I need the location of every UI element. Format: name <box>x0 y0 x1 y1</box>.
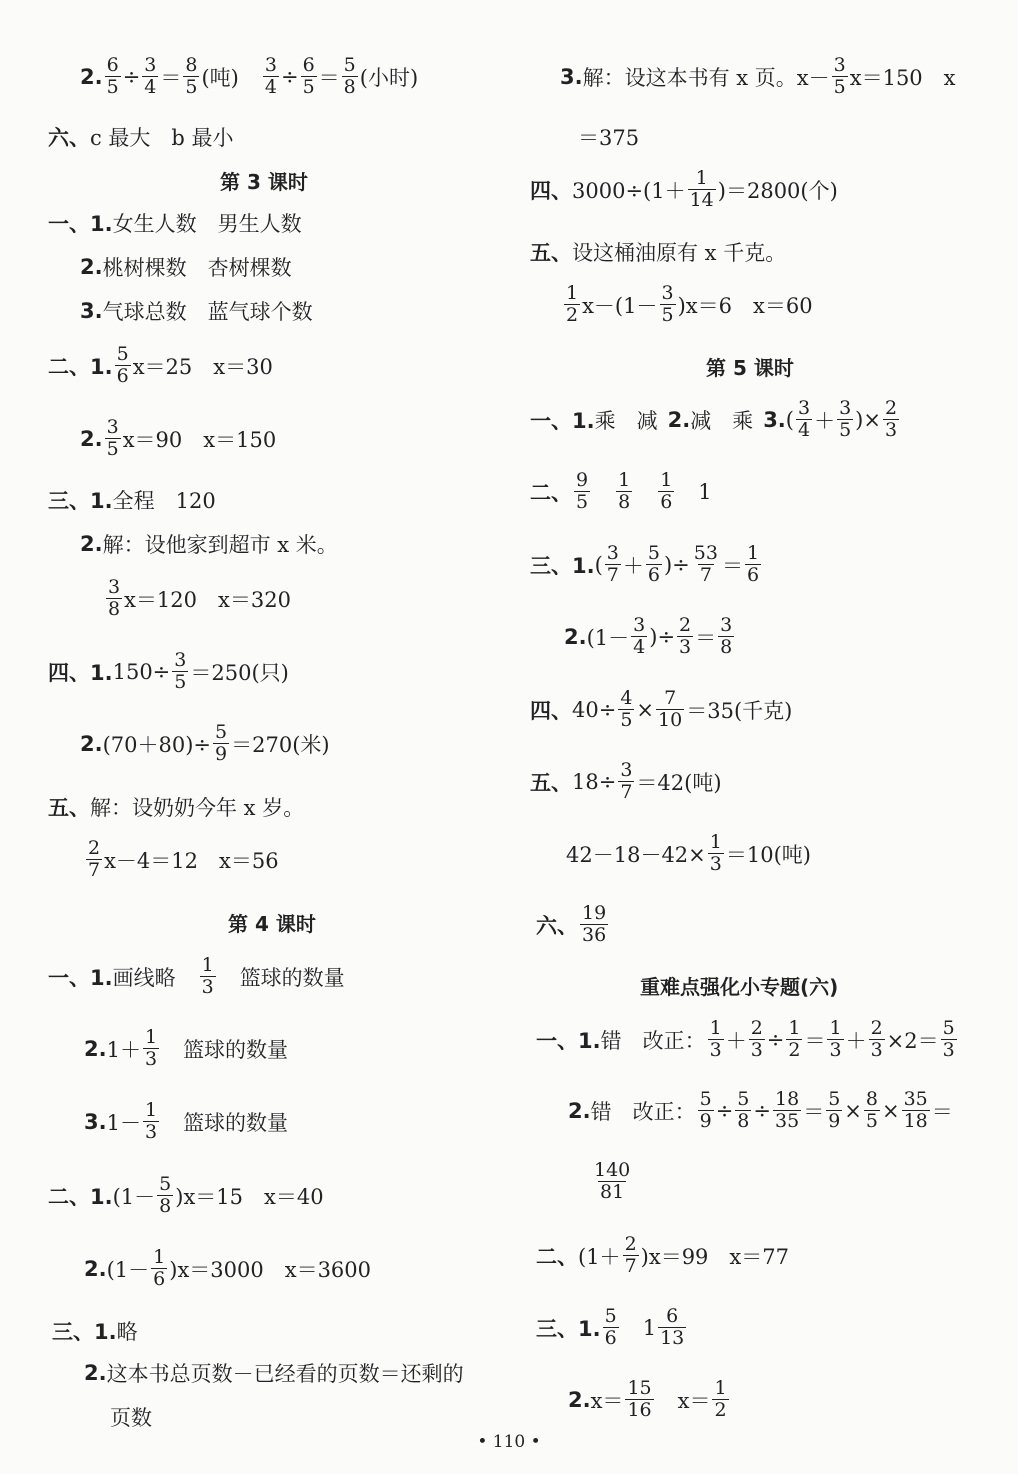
fraction: 3 7 <box>606 542 619 586</box>
fraction: 1 14 <box>689 167 714 211</box>
answer-p3-2-cont: 页数 <box>110 1406 152 1430</box>
answer-s6: 六、 19 36 <box>536 902 607 946</box>
answer-t1-2-cont <box>590 1160 634 1203</box>
section-heading-lesson-3: 第 3 课时 <box>220 170 308 194</box>
answer-3-2: 2. 解：设他家到超市 x 米。 <box>80 532 338 557</box>
answer-5: 五、 解：设奶奶今年 x 岁。 <box>48 796 305 820</box>
fraction: $\frac{35}{18}$ <box>903 1088 928 1132</box>
answer-t3-2: 2. x＝ 15 16 x＝ 1 2 <box>568 1377 727 1421</box>
fraction: 5 6 <box>604 1305 617 1349</box>
fraction: 1 3 <box>829 1017 842 1061</box>
fraction: $\frac{3}{4}$ <box>264 54 277 98</box>
item-number: 2. <box>80 64 103 89</box>
answer-2-2: 2. 3 5 x＝90 x＝150 <box>80 416 277 460</box>
answer-p1-1: 一、1. 画线略 1 3 篮球的数量 <box>48 954 345 998</box>
page-number: • 110 • <box>477 1432 541 1452</box>
fraction: 140 81 <box>594 1159 631 1203</box>
fraction: 15 16 <box>627 1377 652 1421</box>
answer-r5: 五、 设这桶油原有 x 千克。 <box>530 241 787 265</box>
fraction: 3 8 <box>720 614 733 658</box>
answer-3-2-equation: 3 8 x＝120 x＝320 <box>108 576 291 620</box>
answer-p1-2: 2. 1＋ 1 3 篮球的数量 <box>84 1026 289 1070</box>
answer-s3-1: 三、1. ( 3 7 ＋ 5 6 )÷ $\frac{53}{7}$ ＝ 1 6 <box>530 542 760 586</box>
fraction: $\frac{1}{3}$ <box>709 831 722 875</box>
fraction: $\frac{3}{5}$ <box>174 649 187 693</box>
answer-s5-b: 42－18－42× $\frac{1}{3}$ ＝10(吨) <box>566 831 811 875</box>
answer-1-2: 2. 桃树棵数 杏树棵数 <box>80 255 292 280</box>
answer-t1-1: 一、1. 错 改正： 1 3 ＋ $\frac{2}{3}$ ÷ $\frac{1}{2}$ ＝ 1 3 ＋ $\frac{2}{3}$ ×2＝ 5 3 <box>536 1017 955 1061</box>
answer-t3-1: 三、1. 5 6 1 6 13 <box>536 1306 688 1349</box>
fraction: 3 8 <box>108 576 121 620</box>
fraction: 1 3 <box>144 1026 158 1070</box>
fraction: 2 7 <box>88 837 101 881</box>
fraction: $\frac{2}{3}$ <box>870 1017 883 1061</box>
fraction: $\frac{7}{10}$ <box>658 687 683 731</box>
fraction: 3 5 <box>661 282 674 326</box>
fraction: $\frac{8}{5}$ <box>865 1088 878 1132</box>
answer-p3-2: 2. 这本书总页数－已经看的页数＝还剩的 <box>84 1361 464 1386</box>
answer-4-1: 四、1. 150÷ $\frac{3}{5}$ ＝250(只) <box>48 649 289 693</box>
fraction: $\frac{2}{3}$ <box>750 1017 763 1061</box>
answer-row-2: 2. $\frac{6}{5}$ ÷ $\frac{3}{4}$ ＝ 8 5 (吨) $\frac{3}{4}$ ÷ $\frac{6}{5}$ ＝ 5 8 (小时) <box>80 54 419 98</box>
answer-p3-1: 三、1. 略 <box>52 1320 138 1344</box>
fraction: 5 8 <box>159 1173 172 1217</box>
fraction: 1 3 <box>709 1017 722 1061</box>
fraction: $\frac{6}{5}$ <box>302 54 315 98</box>
fraction: 5 8 <box>343 54 356 98</box>
fraction: 1 6 <box>660 469 673 513</box>
section-heading-special-topic: 重难点强化小专题(六) <box>640 975 839 999</box>
answer-s5: 五、 18÷ $\frac{3}{7}$ ＝42(吨) <box>530 759 722 803</box>
fraction: $\frac{4}{5}$ <box>620 687 633 731</box>
answer-5-equation: 2 7 x－4＝12 x＝56 <box>88 837 279 881</box>
fraction: 5 6 <box>116 343 129 387</box>
section-heading-lesson-4: 第 4 课时 <box>228 912 316 936</box>
answer-s2: 二、 9 5 1 8 1 6 1 <box>530 469 712 513</box>
answer-r3: 3. 解：设这本书有 x 页。x－ 3 5 x＝150 x <box>560 54 956 98</box>
answer-t2: 二、 (1＋ 2 7 )x＝99 x＝77 <box>536 1233 789 1277</box>
answer-3-1: 三、1. 全程 120 <box>48 489 216 513</box>
fraction: 1 3 <box>201 954 214 998</box>
mixed-number: 1 6 13 <box>642 1305 685 1349</box>
fraction: 1 6 <box>746 542 760 586</box>
fraction: 1 2 <box>566 282 579 326</box>
answer-p2-1: 二、1. (1－ 5 8 )x＝15 x＝40 <box>48 1173 324 1217</box>
section-heading-lesson-5: 第 5 课时 <box>706 356 794 380</box>
answer-s3-2: 2. (1－ 3 4 )÷ $\frac{2}{3}$ ＝ 3 8 <box>564 614 733 658</box>
fraction: $\frac{2}{3}$ <box>884 397 898 441</box>
fraction: 5 6 <box>647 542 660 586</box>
answer-r5-equation: 1 2 x－(1－ 3 5 )x＝6 x＝60 <box>566 282 813 326</box>
fraction: $\frac{2}{3}$ <box>679 614 692 658</box>
fraction: 3 5 <box>106 416 119 460</box>
fraction: 1 2 <box>714 1377 727 1421</box>
answer-s4: 四、 40÷ $\frac{4}{5}$ × $\frac{7}{10}$ ＝35(千克) <box>530 687 793 731</box>
fraction: $\frac{5}{9}$ <box>828 1088 841 1132</box>
fraction: 3 5 <box>839 397 852 441</box>
fraction: 2 7 <box>624 1233 637 1277</box>
fraction: 19 36 <box>582 902 607 946</box>
answer-2-1: 二、1. 5 6 x＝25 x＝30 <box>48 343 273 387</box>
answer-t1-2: 2. 错 改正： $\frac{5}{9}$ ÷ $\frac{5}{8}$ ÷ $\frac{18}{35}$ ＝ $\frac{5}{9}$ × $\frac{8}{5}$ × $\frac{35}{18}$ ＝ <box>568 1088 953 1132</box>
fraction: $\frac{3}{4}$ <box>144 54 157 98</box>
fraction: 8 5 <box>185 54 198 98</box>
answer-p1-3: 3. 1－ 1 3 篮球的数量 <box>84 1099 289 1143</box>
fraction: 9 5 <box>576 469 589 513</box>
fraction: 6 13 <box>660 1305 685 1349</box>
answer-r3-cont: ＝375 <box>578 126 640 150</box>
fraction: 1 8 <box>618 469 631 513</box>
answer-s1: 一、1. 乘 减 2. 减 乘 3. ( 3 4 ＋ 3 5 )× $\frac{2}{3}$ <box>530 397 898 441</box>
answer-r4: 四、 3000÷(1＋ 1 14 )＝2800(个) <box>530 167 838 211</box>
fraction: $\frac{6}{5}$ <box>106 54 119 98</box>
answer-six: 六、 c 最大 b 最小 <box>48 126 234 150</box>
fraction: 3 4 <box>633 614 646 658</box>
answer-1-1: 一、1. 女生人数 男生人数 <box>48 212 302 236</box>
fraction: 5 3 <box>942 1017 955 1061</box>
answer-p2-2: 2. (1－ 1 6 )x＝3000 x＝3600 <box>84 1246 372 1290</box>
fraction: $\frac{3}{7}$ <box>620 759 633 803</box>
fraction: $\frac{5}{8}$ <box>737 1088 750 1132</box>
answer-4-2: 2. (70＋80)÷ $\frac{5}{9}$ ＝270(米) <box>80 721 330 765</box>
fraction: $\frac{53}{7}$ <box>693 542 718 586</box>
fraction: 3 5 <box>833 54 846 98</box>
fraction: 1 3 <box>144 1099 158 1143</box>
fraction: $\frac{5}{9}$ <box>699 1088 712 1132</box>
fraction: $\frac{1}{2}$ <box>788 1017 801 1061</box>
answer-1-3: 3. 气球总数 蓝气球个数 <box>80 299 313 324</box>
fraction: $\frac{18}{35}$ <box>775 1088 800 1132</box>
fraction: 1 6 <box>153 1246 166 1290</box>
fraction: $\frac{5}{9}$ <box>215 721 228 765</box>
fraction: 3 4 <box>797 397 811 441</box>
